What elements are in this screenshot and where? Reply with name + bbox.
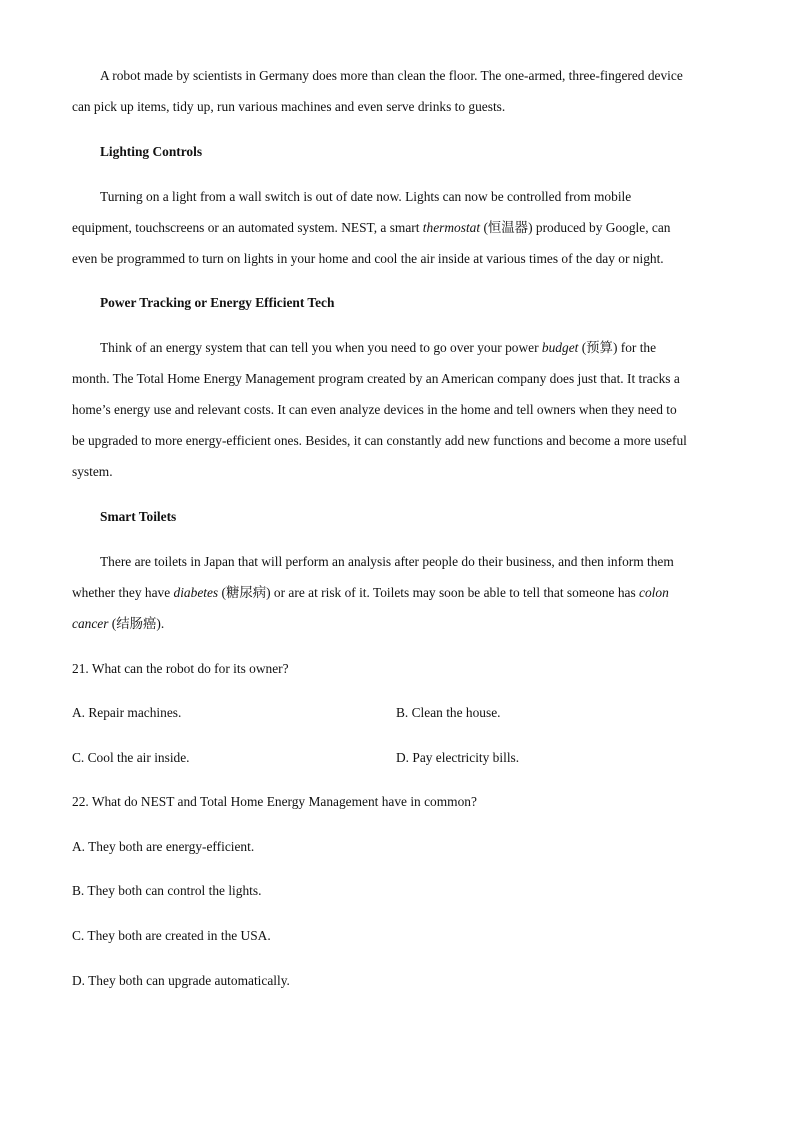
italic-term-diabetes: diabetes [173,585,219,600]
question-21-stem: 21. What can the robot do for its owner? [72,661,289,676]
toilets-line-2-text: whether they have [72,585,174,600]
power-paragraph-line-5: system. [72,464,113,479]
power-paragraph-line-1 [100,339,656,357]
toilets-line-3-text-end: (结肠癌). [108,616,165,631]
power-paragraph-line-2: month. The Total Home Energy Management program created by an American company does just that. It tracks a [72,371,680,386]
question-21-option-d: D. Pay electricity bills. [396,750,520,765]
power-paragraph-line-3: home’s energy use and relevant costs. It can even analyze devices in the home and tell owners when they need to [72,402,677,417]
lighting-line-2-text: equipment, touchscreens or an automated system. NEST, a smart [72,220,423,235]
italic-term-budget: budget [541,340,579,355]
toilets-paragraph-line-3 [72,615,164,633]
lighting-controls-heading: Lighting Controls [100,144,203,159]
robot-paragraph-line-1: A robot made by scientists in Germany does more than clean the floor. The one-armed, three-fingered device [100,68,683,83]
question-22-option-d: D. They both can upgrade automatically. [72,973,290,988]
lighting-paragraph-line-1: Turning on a light from a wall switch is out of date now. Lights can now be controlled from mobile [100,189,632,204]
question-21-option-b: B. Clean the house. [396,705,501,720]
power-tracking-heading: Power Tracking or Energy Efficient Tech [100,295,335,310]
question-22-option-b: B. They both can control the lights. [72,883,262,898]
robot-paragraph-line-2: can pick up items, tidy up, run various machines and even serve drinks to guests. [72,99,506,114]
italic-term-colon: colon [639,585,669,600]
toilets-line-2-text-mid: (糖尿病) or are at risk of it. Toilets may soon be able to tell that someone has [218,585,640,600]
question-21-option-a: A. Repair machines. [72,705,182,720]
question-21-option-c: C. Cool the air inside. [72,750,190,765]
power-line-1-text-end: (预算) for the [578,340,657,355]
lighting-paragraph-line-3: even be programmed to turn on lights in your home and cool the air inside at various times of the day or night. [72,251,664,266]
question-22-option-a: A. They both are energy-efficient. [72,839,255,854]
lighting-line-2-text-end: (恒温器) produced by Google, can [480,220,671,235]
italic-term-cancer: cancer [72,616,109,631]
lighting-paragraph-line-2 [72,219,671,237]
power-line-1-text: Think of an energy system that can tell you when you need to go over your power [100,340,542,355]
power-paragraph-line-4: be upgraded to more energy-efficient ones. Besides, it can constantly add new functions and become a more useful [72,433,687,448]
question-22-option-c: C. They both are created in the USA. [72,928,271,943]
toilets-paragraph-line-2 [72,584,669,602]
question-22-stem: 22. What do NEST and Total Home Energy Management have in common? [72,794,477,809]
smart-toilets-heading: Smart Toilets [100,509,177,524]
toilets-paragraph-line-1: There are toilets in Japan that will perform an analysis after people do their business, and then inform them [100,554,674,569]
italic-term-thermostat: thermostat [422,220,481,235]
